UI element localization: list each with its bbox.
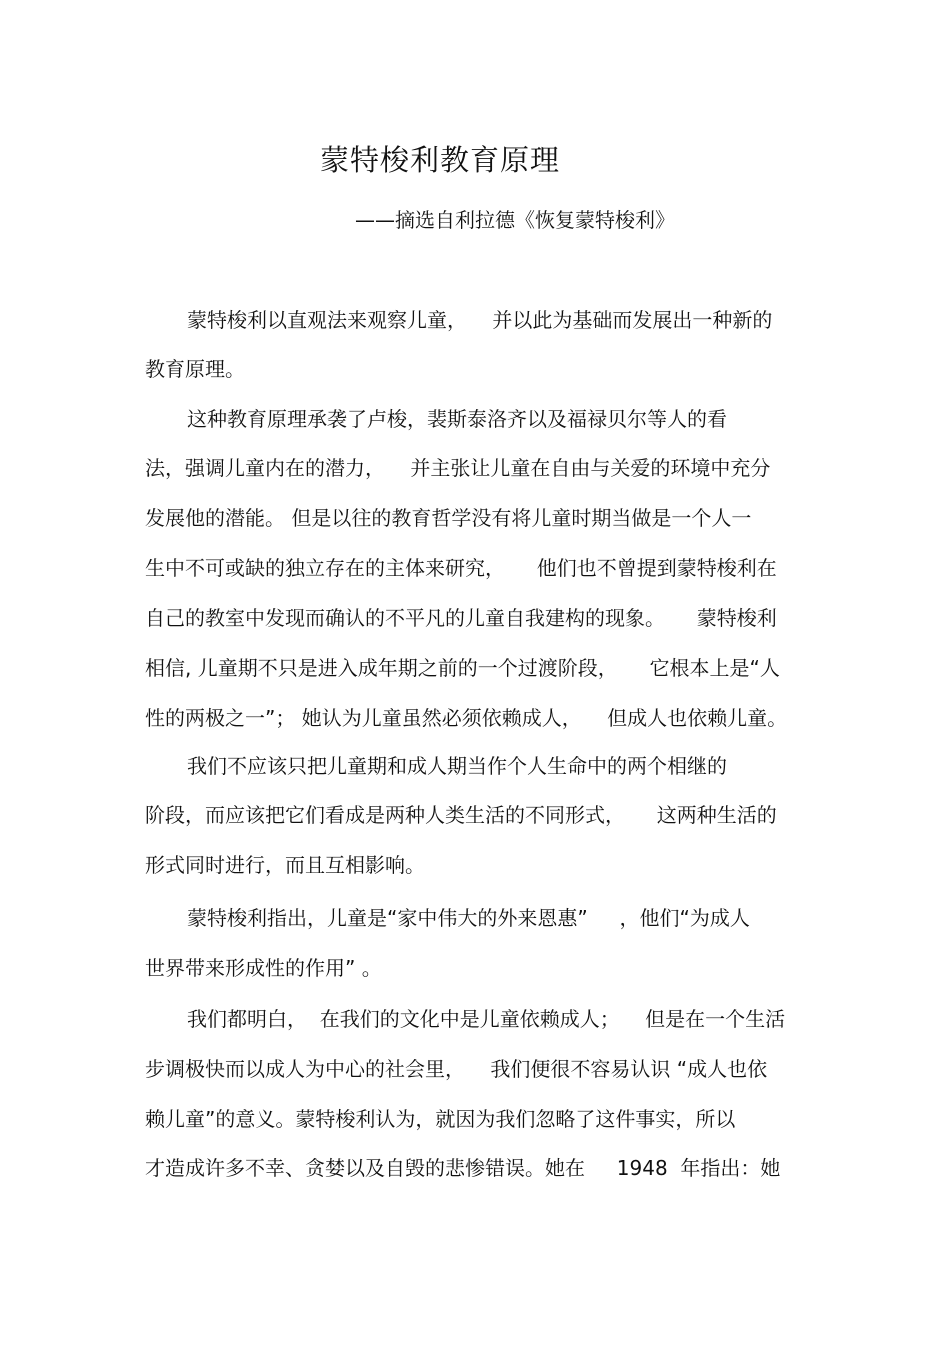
paragraph-line: 性的两极之一”； 她认为儿童虽然必须依赖成人， 但成人也依赖儿童。 [145, 706, 788, 730]
paragraph-line: 形式同时进行，而且互相影响。 [145, 853, 425, 877]
paragraph-line: 世界带来形成性的作用” 。 [145, 956, 382, 980]
paragraph-line: 蒙特梭利指出，儿童是“家中伟大的外来恩惠” ，他们“为成人 [187, 906, 750, 930]
paragraph-line: 相信, 儿童期不只是进入成年期之前的一个过渡阶段， 它根本上是“人 [145, 656, 780, 680]
document-subtitle: ——摘选自利拉德《恢复蒙特梭利》 [355, 208, 675, 232]
paragraph-line: 自己的教室中发现而确认的不平凡的儿童自我建构的现象。 蒙特梭利 [145, 606, 777, 630]
paragraph-line: 赖儿童”的意义。蒙特梭利认为，就因为我们忽略了这件事实，所以 [145, 1107, 736, 1131]
paragraph-line: 发展他的潜能。 但是以往的教育哲学没有将儿童时期当做是一个人一 [145, 506, 752, 530]
paragraph-line: 步调极快而以成人为中心的社会里， 我们便很不容易认识 “成人也依 [145, 1057, 768, 1081]
paragraph-line: 阶段，而应该把它们看成是两种人类生活的不同形式， 这两种生活的 [145, 803, 777, 827]
paragraph-line: 我们不应该只把儿童期和成人期当作个人生命中的两个相继的 [187, 754, 727, 778]
paragraph-line: 教育原理。 [145, 357, 245, 381]
paragraph-line: 蒙特梭利以直观法来观察儿童， 并以此为基础而发展出一种新的 [187, 308, 773, 332]
paragraph-line: 生中不可或缺的独立存在的主体来研究， 他们也不曾提到蒙特梭利在 [145, 556, 777, 580]
paragraph-line: 才造成许多不幸、贪婪以及自毁的悲惨错误。她在 1948 年指出：她 [145, 1156, 781, 1180]
paragraph-line: 我们都明白， 在我们的文化中是儿童依赖成人； 但是在一个生活 [187, 1007, 786, 1031]
paragraph-line: 这种教育原理承袭了卢梭，裴斯泰洛齐以及福禄贝尔等人的看 [187, 407, 727, 431]
paragraph-line: 法，强调儿童内在的潜力， 并主张让儿童在自由与关爱的环境中充分 [145, 456, 771, 480]
document-title: 蒙特梭利教育原理 [320, 143, 561, 177]
